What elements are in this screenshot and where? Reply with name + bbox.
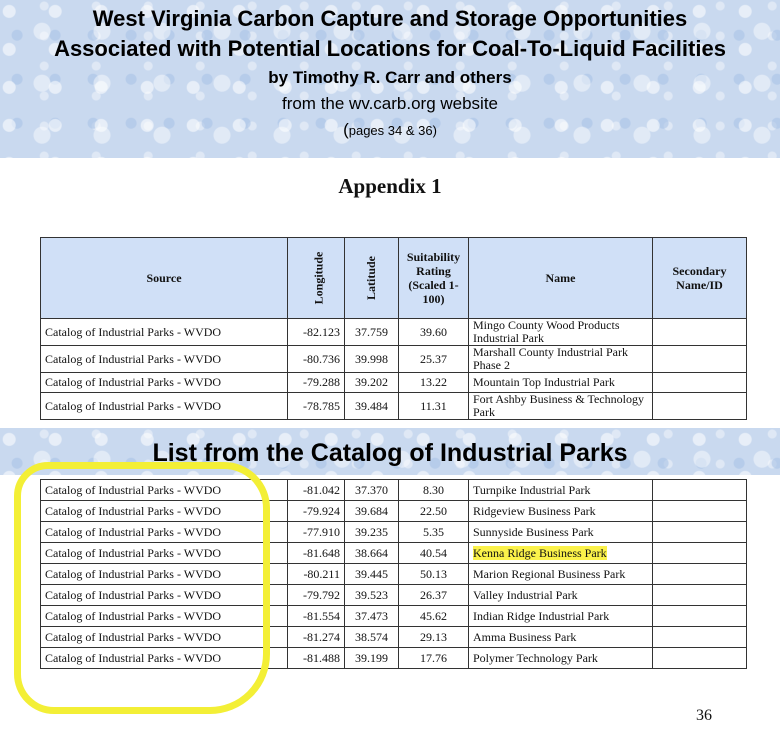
cell-name: Fort Ashby Business & Technology Park — [469, 393, 653, 420]
cell-suitability: 17.76 — [399, 648, 469, 669]
cell-name: Mingo County Wood Products Industrial Park — [469, 319, 653, 346]
cell-suitability: 50.13 — [399, 564, 469, 585]
cell-longitude: -77.910 — [288, 522, 345, 543]
cell-secondary — [653, 393, 747, 420]
cell-secondary — [653, 627, 747, 648]
cell-name: Marion Regional Business Park — [469, 564, 653, 585]
cell-suitability: 13.22 — [399, 373, 469, 393]
table-row — [41, 393, 747, 420]
cell-suitability: 39.60 — [399, 319, 469, 346]
appendix-title: Appendix 1 — [338, 174, 442, 198]
cell-name: Turnpike Industrial Park — [469, 480, 653, 501]
col-header-latitude — [345, 238, 399, 319]
cell-name: Indian Ridge Industrial Park — [469, 606, 653, 627]
cell-latitude: 39.202 — [345, 373, 399, 393]
title-line-2: Associated with Potential Locations for Coal-To-Liquid Facilities — [54, 36, 726, 61]
cell-name: Sunnyside Business Park — [469, 522, 653, 543]
cell-longitude: -81.648 — [288, 543, 345, 564]
cell-name: Polymer Technology Park — [469, 648, 653, 669]
cell-name: Ridgeview Business Park — [469, 501, 653, 522]
cell-longitude: -82.123 — [288, 319, 345, 346]
cell-latitude: 39.235 — [345, 522, 399, 543]
cell-suitability: 26.37 — [399, 585, 469, 606]
cell-name: Mountain Top Industrial Park — [469, 373, 653, 393]
cell-suitability: 45.62 — [399, 606, 469, 627]
cell-suitability: 11.31 — [399, 393, 469, 420]
col-header-source: Source — [41, 238, 288, 319]
cell-source: Catalog of Industrial Parks - WVDO — [41, 480, 288, 501]
table-row — [41, 373, 747, 393]
cell-secondary — [653, 319, 747, 346]
cell-secondary — [653, 346, 747, 373]
cell-source: Catalog of Industrial Parks - WVDO — [41, 585, 288, 606]
cell-secondary — [653, 648, 747, 669]
cell-latitude: 39.684 — [345, 501, 399, 522]
cell-source: Catalog of Industrial Parks - WVDO — [41, 501, 288, 522]
col-header-longitude-text: Longitude — [311, 251, 326, 305]
table-row — [41, 319, 747, 346]
cell-longitude: -81.554 — [288, 606, 345, 627]
appendix-table-top — [40, 237, 747, 420]
table-row — [41, 346, 747, 373]
cell-secondary — [653, 606, 747, 627]
overlay-title: List from the Catalog of Industrial Parks — [152, 439, 628, 467]
cell-name: Amma Business Park — [469, 627, 653, 648]
source-line: from the wv.carb.org website — [281, 94, 499, 113]
cell-source: Catalog of Industrial Parks - WVDO — [41, 393, 288, 420]
highlight-loop-annotation — [14, 462, 270, 714]
cell-secondary — [653, 585, 747, 606]
cell-secondary — [653, 543, 747, 564]
cell-latitude: 38.664 — [345, 543, 399, 564]
cell-source: Catalog of Industrial Parks - WVDO — [41, 543, 288, 564]
cell-name: Valley Industrial Park — [469, 585, 653, 606]
byline: by Timothy R. Carr and others — [268, 68, 512, 87]
pages-line — [0, 120, 780, 140]
cell-longitude: -81.488 — [288, 648, 345, 669]
cell-source: Catalog of Industrial Parks - WVDO — [41, 627, 288, 648]
col-header-name: Name — [469, 238, 653, 319]
cell-name: Marshall County Industrial Park Phase 2 — [469, 346, 653, 373]
title-line-1: West Virginia Carbon Capture and Storage Opportunities — [92, 6, 688, 31]
cell-longitude: -80.211 — [288, 564, 345, 585]
cell-longitude: -80.736 — [288, 346, 345, 373]
col-header-latitude-text: Latitude — [364, 255, 379, 301]
pages-open-paren: ( — [343, 120, 349, 139]
cell-longitude: -81.274 — [288, 627, 345, 648]
cell-secondary — [653, 564, 747, 585]
cell-suitability: 29.13 — [399, 627, 469, 648]
highlighted-park-name: Kenna Ridge Business Park — [473, 546, 607, 560]
cell-suitability: 8.30 — [399, 480, 469, 501]
table-header-row — [41, 238, 747, 319]
cell-latitude: 39.523 — [345, 585, 399, 606]
cell-longitude: -79.288 — [288, 373, 345, 393]
cell-latitude: 37.759 — [345, 319, 399, 346]
cell-suitability: 5.35 — [399, 522, 469, 543]
cell-latitude: 38.574 — [345, 627, 399, 648]
cell-source: Catalog of Industrial Parks - WVDO — [41, 373, 288, 393]
cell-source: Catalog of Industrial Parks - WVDO — [41, 346, 288, 373]
col-header-secondary: Secondary Name/ID — [653, 238, 747, 319]
cell-secondary — [653, 501, 747, 522]
cell-source: Catalog of Industrial Parks - WVDO — [41, 648, 288, 669]
cell-name — [469, 543, 653, 564]
col-header-longitude — [288, 238, 345, 319]
cell-source: Catalog of Industrial Parks - WVDO — [41, 606, 288, 627]
cell-source: Catalog of Industrial Parks - WVDO — [41, 319, 288, 346]
cell-latitude: 39.998 — [345, 346, 399, 373]
cell-latitude: 39.445 — [345, 564, 399, 585]
cell-longitude: -81.042 — [288, 480, 345, 501]
col-header-suitability: Suitability Rating (Scaled 1-100) — [399, 238, 469, 319]
page-number: 36 — [696, 707, 712, 724]
cell-latitude: 39.199 — [345, 648, 399, 669]
pages-text: pages 34 & 36) — [348, 123, 437, 138]
cell-longitude: -79.924 — [288, 501, 345, 522]
cell-source: Catalog of Industrial Parks - WVDO — [41, 564, 288, 585]
cell-source: Catalog of Industrial Parks - WVDO — [41, 522, 288, 543]
cell-latitude: 37.473 — [345, 606, 399, 627]
cell-secondary — [653, 373, 747, 393]
cell-longitude: -78.785 — [288, 393, 345, 420]
cell-suitability: 22.50 — [399, 501, 469, 522]
cell-secondary — [653, 522, 747, 543]
cell-secondary — [653, 480, 747, 501]
cell-latitude: 39.484 — [345, 393, 399, 420]
cell-suitability: 25.37 — [399, 346, 469, 373]
cell-longitude: -79.792 — [288, 585, 345, 606]
cell-suitability: 40.54 — [399, 543, 469, 564]
cell-latitude: 37.370 — [345, 480, 399, 501]
